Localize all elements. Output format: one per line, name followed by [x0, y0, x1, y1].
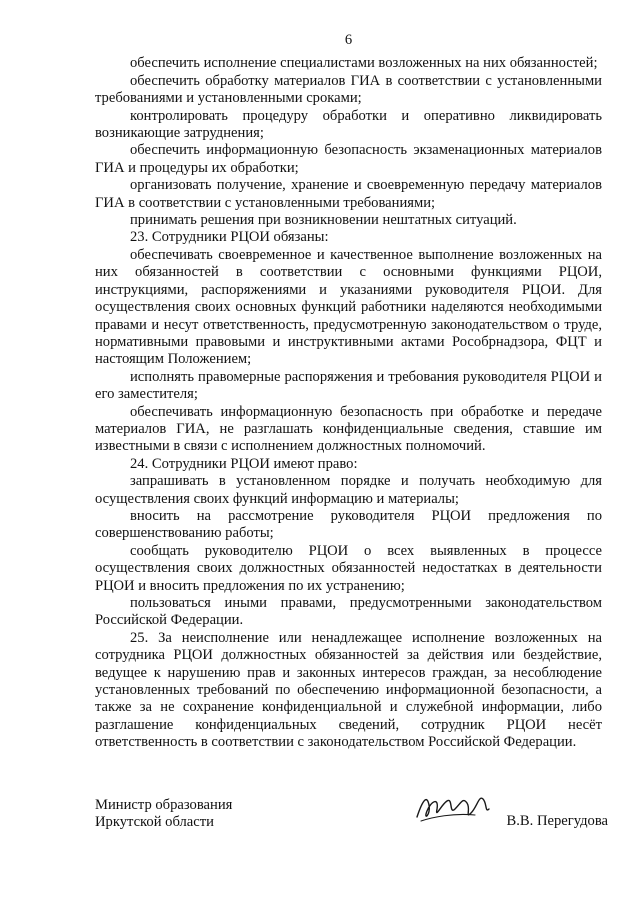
signer-title — [95, 797, 232, 832]
paragraph: обеспечивать своевременное и качественное выполнение возложенных на них обязанностей в соответствии с основными функциями РЦОИ, инструкциями, распоряжениями и указаниями руководителя РЦОИ. Для осуществления своих основных функций работники наделяются необходимыми правами и несут ответственность, предусмотренную законодательством о труде, нормативными правовыми и инструктивными актами Рособрнадзора, ФЦТ и настоящим Положением; — [95, 246, 602, 368]
paragraph: сообщать руководителю РЦОИ о всех выявленных в процессе осуществления своих должностных обязанностей недостатках в деятельности РЦОИ и вносить предложения по их устранению; — [95, 542, 602, 594]
paragraph: обеспечить исполнение специалистами возложенных на них обязанностей; — [130, 55, 598, 72]
paragraph: пользоваться иными правами, предусмотренными законодательством Российской Федерации. — [95, 595, 602, 629]
page-number: 6 — [344, 32, 353, 48]
document-body — [95, 55, 602, 751]
paragraph: 24. Сотрудники РЦОИ имеют право: — [130, 455, 358, 472]
paragraph: обеспечить обработку материалов ГИА в соответствии с установленными требованиями и установленными сроками; — [95, 72, 602, 107]
signer-title-line2: Иркутской области — [95, 814, 214, 831]
paragraph: вносить на рассмотрение руководителя РЦОИ предложения по совершенствованию работы; — [95, 507, 602, 542]
paragraph: исполнять правомерные распоряжения и требования руководителя РЦОИ и его заместителя; — [95, 368, 602, 403]
paragraph: принимать решения при возникновении нештатных ситуаций. — [130, 212, 517, 229]
paragraph: организовать получение, хранение и своевременную передачу материалов ГИА в соответствии с установленными требованиями; — [95, 177, 602, 211]
paragraph: 23. Сотрудники РЦОИ обязаны: — [130, 229, 329, 246]
paragraph: 25. За неисполнение или ненадлежащее исполнение возложенных на сотрудника РЦОИ должностных обязанностей за действия или бездействие, ведущее к нарушению прав и законных интересов граждан, за несоблюдение установленных требований по обеспечению информационной безопасности, а также за не сохранение конфиденциальной и служебной информации, либо разглашение конфиденциальных сведений, сотрудник РЦОИ несёт ответственность в соответствии с законодательством Российской Федерации. — [95, 629, 602, 751]
paragraph: обеспечить информационную безопасность экзаменационных материалов ГИА и процедуры их обработки; — [95, 142, 602, 176]
signer-title-line1: Министр образования — [95, 797, 233, 813]
paragraph: запрашивать в установленном порядке и получать необходимую для осуществления своих функций информацию и материалы; — [95, 473, 602, 507]
signature-icon — [413, 791, 493, 827]
signature-block — [95, 797, 608, 837]
signer-name: В.В. Перегудова — [506, 813, 608, 829]
paragraph: обеспечивать информационную безопасность при обработке и передаче материалов ГИА, не разглашать конфиденциальные сведения, ставшие им известными в связи с исполнением должностных полномочий. — [95, 403, 602, 455]
paragraph: контролировать процедуру обработки и оперативно ликвидировать возникающие затруднения; — [95, 107, 602, 142]
